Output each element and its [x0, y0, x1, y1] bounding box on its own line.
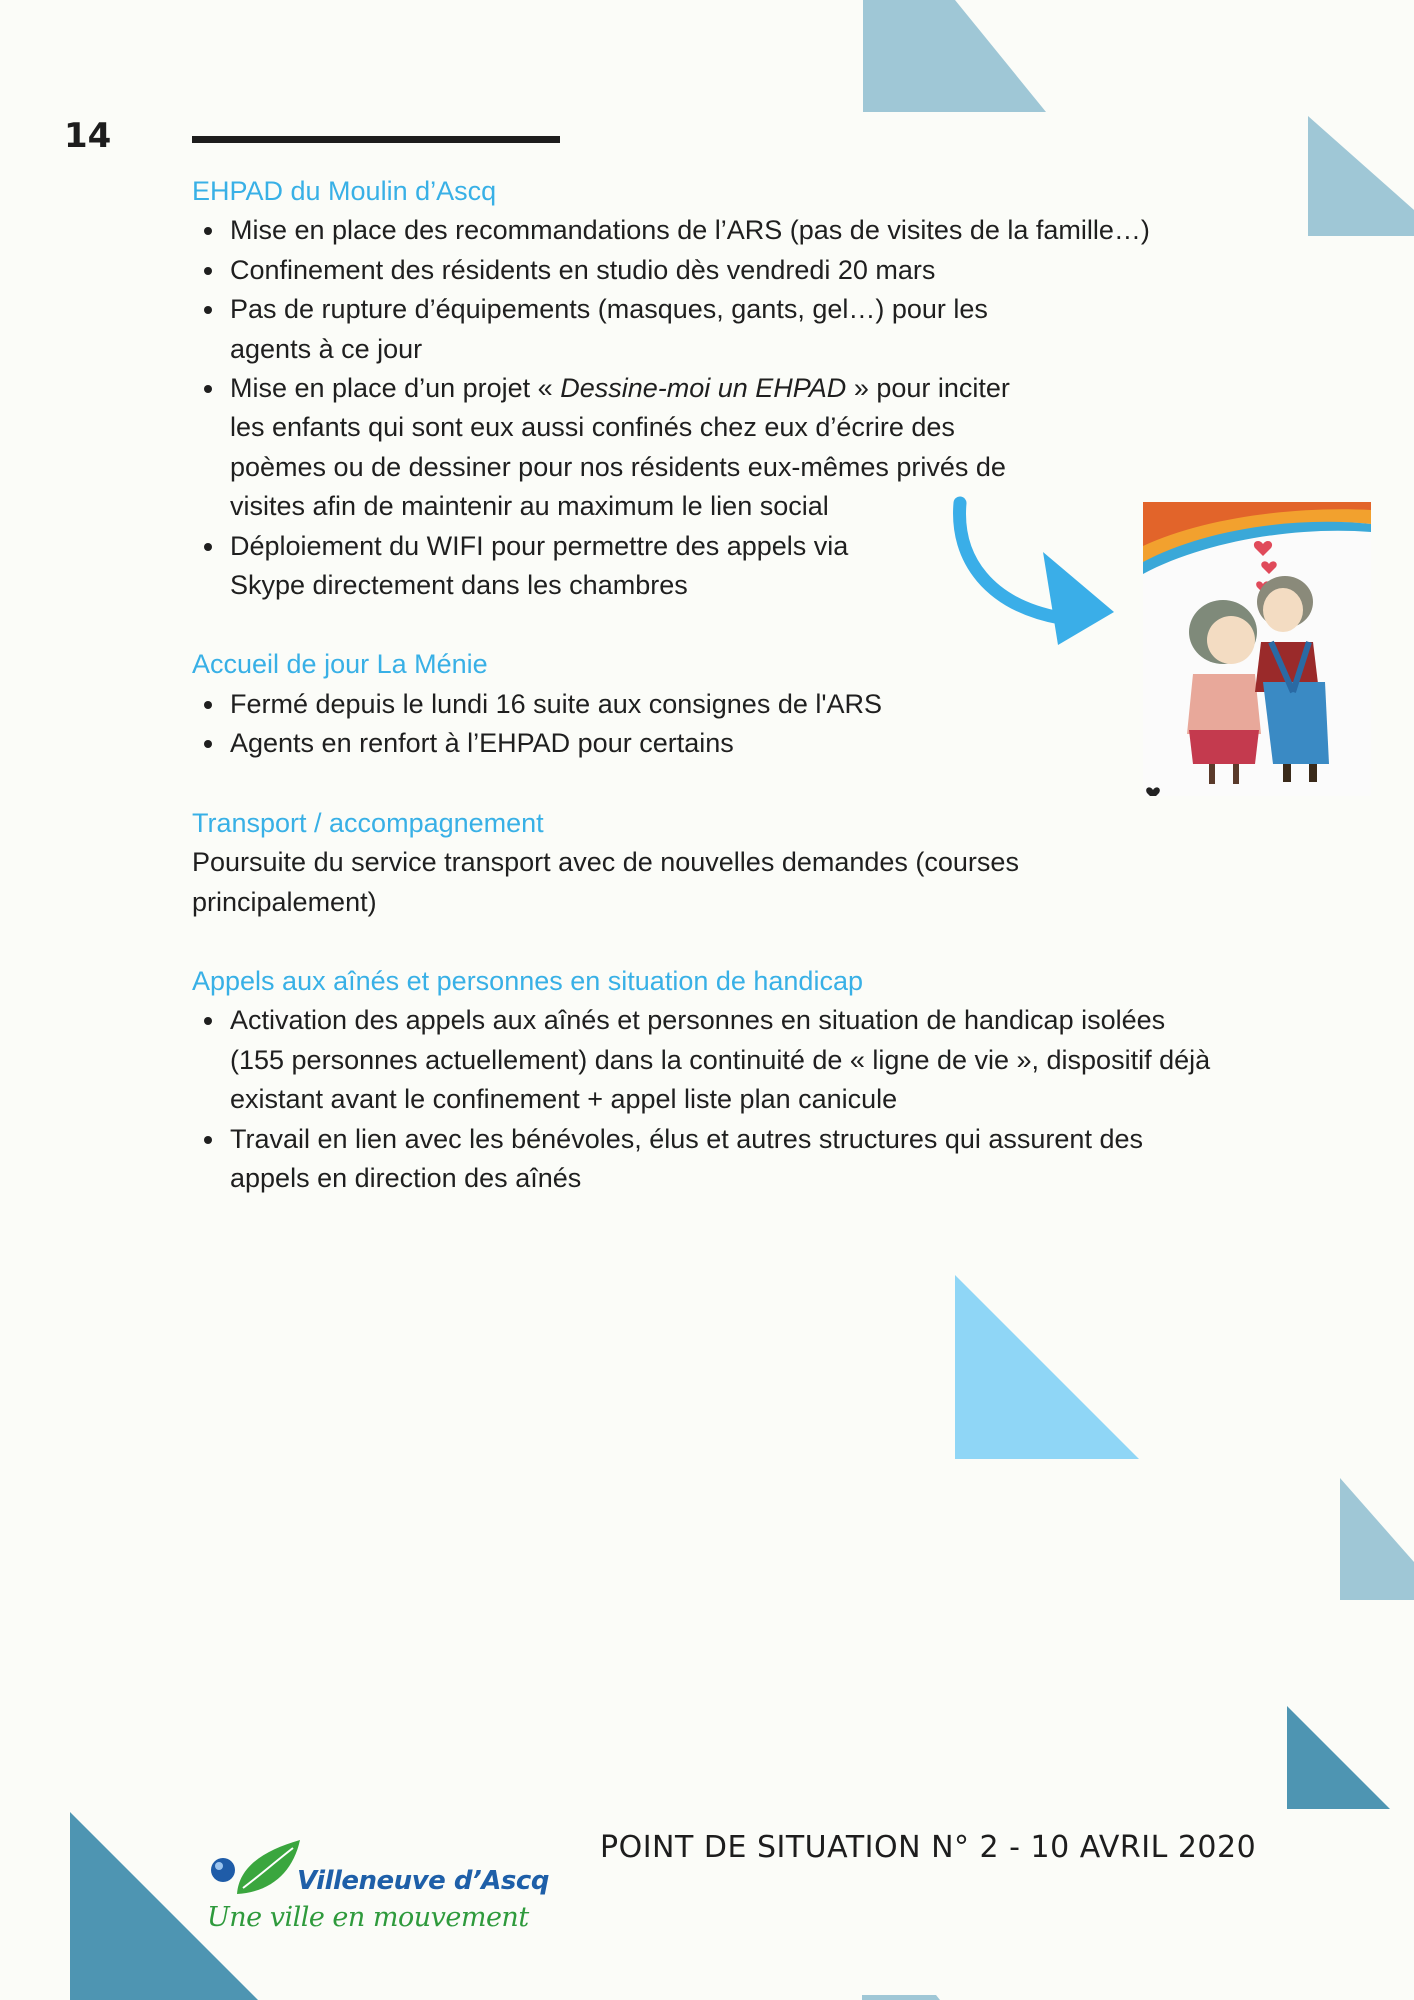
logo-tagline: Une ville en mouvement — [207, 1902, 529, 1933]
triangle-bottom-center — [862, 1995, 940, 2000]
section-paragraph: Poursuite du service transport avec de nouvelles demandes (courses principalement) — [192, 847, 1019, 917]
triangle-right-bottom — [1287, 1706, 1390, 1809]
list-item — [192, 369, 1050, 527]
list-item: Déploiement du WIFI pour permettre des appels via Skype directement dans les chambres — [192, 527, 900, 606]
header-rule — [192, 136, 560, 143]
triangle-right-middle — [1340, 1478, 1414, 1600]
page-number: 14 — [64, 116, 112, 156]
bullet-list — [192, 685, 1222, 764]
section-title: Accueil de jour La Ménie — [192, 649, 488, 680]
list-item: Confinement des résidents en studio dès vendredi 20 mars — [192, 251, 1222, 290]
list-item: Activation des appels aux aînés et personnes en situation de handicap isolées (155 personnes actuellement) dans la continuité de « ligne de vie », dispositif déjà existant avant le confinement + appel liste plan canicule — [192, 1001, 1222, 1119]
child-drawing-image — [1143, 502, 1371, 796]
section-appels — [192, 962, 1222, 1198]
triangle-top-right — [1308, 116, 1414, 236]
leaf-logo-icon — [205, 1836, 305, 1906]
list-item: Fermé depuis le lundi 16 suite aux consignes de l'ARS — [192, 685, 1222, 724]
section-accueil-de-jour — [192, 645, 1222, 763]
main-content — [192, 172, 1222, 1238]
triangle-middle — [955, 1275, 1139, 1459]
list-item: Mise en place des recommandations de l’ARS (pas de visites de la famille…) — [192, 211, 1222, 250]
list-item: Agents en renfort à l’EHPAD pour certains — [192, 724, 1222, 763]
bullet-list — [192, 1001, 1222, 1198]
footer-title: POINT DE SITUATION N° 2 - 10 AVRIL 2020 — [600, 1830, 1257, 1865]
list-item: Pas de rupture d’équipements (masques, gants, gel…) pour les agents à ce jour — [192, 290, 1050, 369]
triangle-top-center — [863, 0, 1046, 112]
section-title: Transport / accompagnement — [192, 807, 544, 838]
section-title: EHPAD du Moulin d’Ascq — [192, 176, 497, 206]
section-transport — [192, 804, 1222, 922]
logo-name: Villeneuve d’Ascq — [297, 1866, 549, 1896]
list-item-text: Mise en place d’un projet « — [230, 373, 561, 404]
city-logo — [205, 1836, 549, 1936]
list-item: Travail en lien avec les bénévoles, élus et autres structures qui assurent des appels en direction des aînés — [192, 1120, 1222, 1199]
section-title: Appels aux aînés et personnes en situation de handicap — [192, 965, 863, 996]
list-item-text: » pour inciter les enfants qui sont eux aussi confinés chez eux d’écrire des poèmes ou de dessiner pour nos résidents eux-mêmes privés de visites afin de maintenir au maximum le lien social — [230, 373, 1010, 522]
bullet-list — [192, 211, 1222, 605]
section-ehpad — [192, 172, 1222, 605]
project-name: Dessine-moi un EHPAD — [560, 373, 847, 404]
